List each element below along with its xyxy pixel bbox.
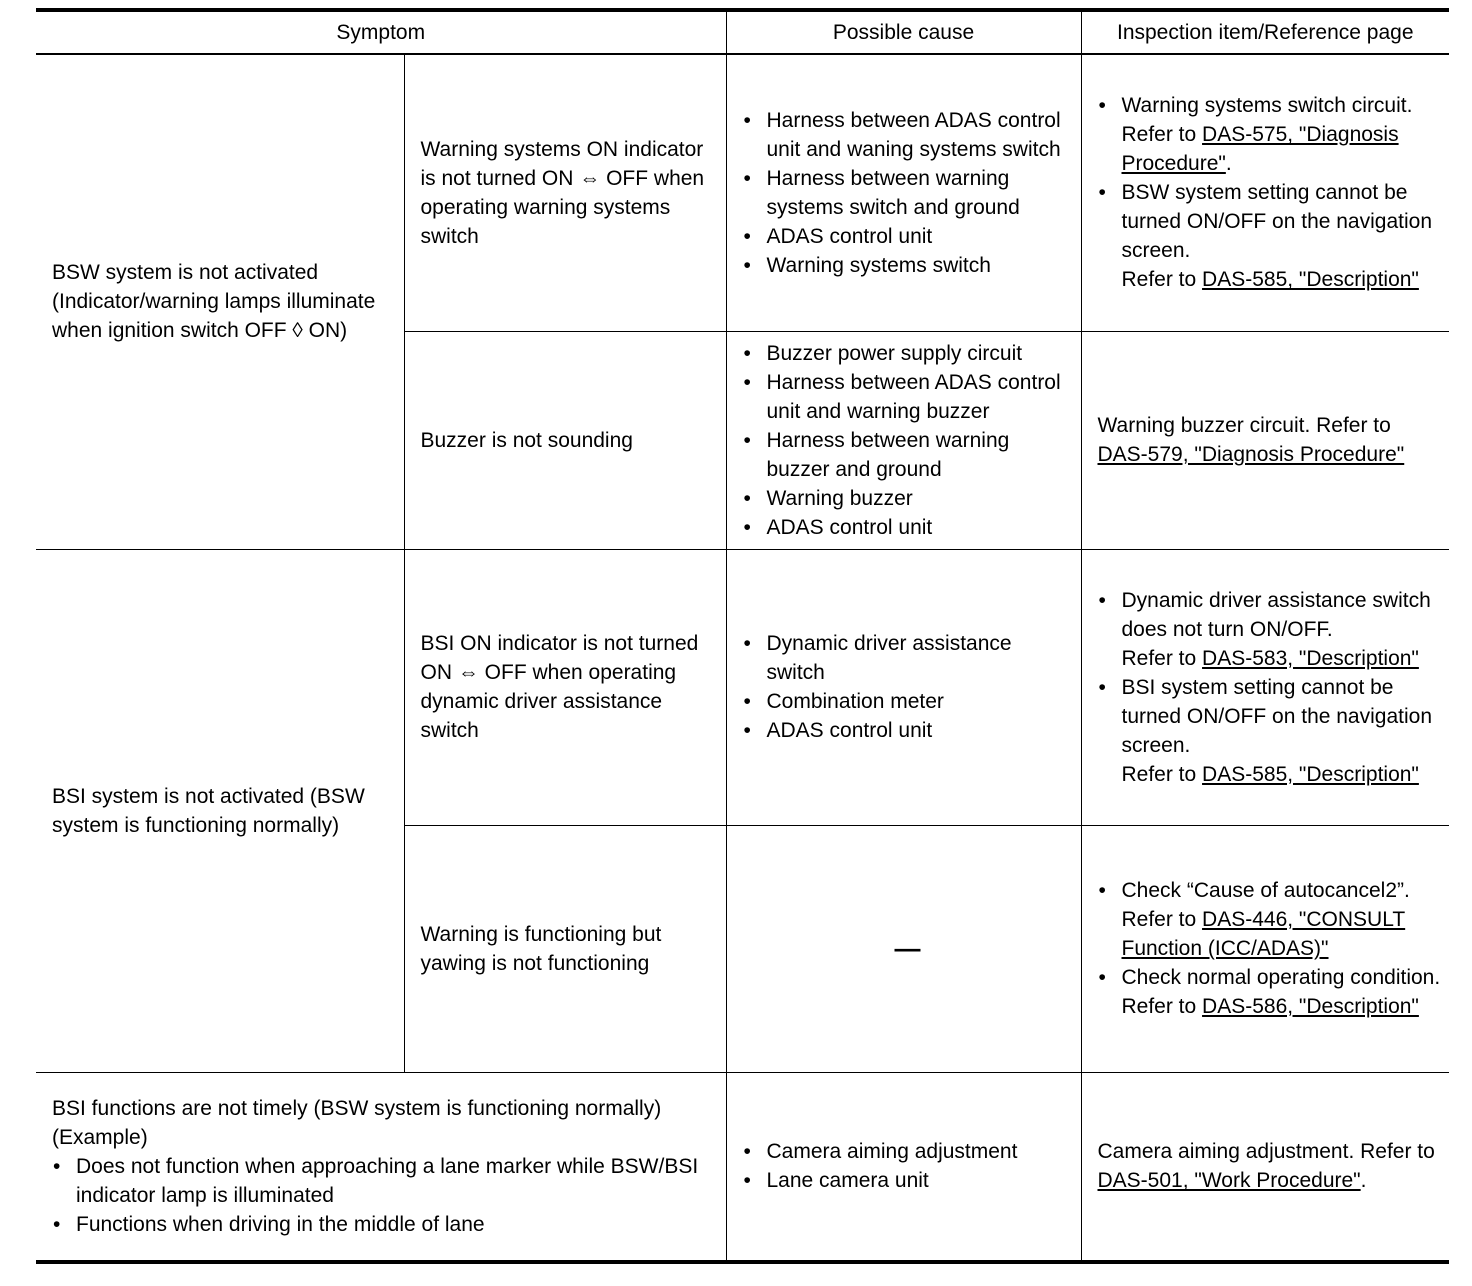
reference-link[interactable]: DAS-583, "Description" [1202,646,1419,670]
reference-link[interactable]: DAS-586, "Description" [1202,995,1419,1018]
reference-link[interactable]: DAS-575, "Diagnosis Procedure" [1121,123,1399,176]
list-item: • BSI system setting cannot be turned ON/OFF on the navigation screen. Refer to DAS-585, "Description" [1098,673,1442,789]
header-inspection: Inspection item/Reference page [1081,10,1449,54]
inspection-list [1081,825,1449,1072]
list-item: • Does not function when approaching a lane marker while BSW/BSI indicator lamp is illuminated [52,1152,718,1210]
list-item: • Harness between ADAS control unit and warning buzzer [743,368,1073,426]
table-row-bsi-timing [36,1072,1449,1262]
inspection-list [1081,54,1449,331]
inspection-text: Warning buzzer circuit. Refer to DAS-579, "Diagnosis Procedure" [1081,331,1449,549]
inspection-list [1081,549,1449,825]
cause-none: — [726,825,1081,1072]
list-item: • BSW system setting cannot be turned ON/OFF on the navigation screen. Refer to DAS-585, "Description" [1098,178,1442,294]
list-item: • Harness between warning systems switch and ground [743,164,1073,222]
list-item: • Warning systems switch circuit. Refer to DAS-575, "Diagnosis Procedure". [1098,91,1442,178]
symptom-bsi: BSI system is not activated (BSW system is functioning normally) [36,549,404,1072]
list-item: • Dynamic driver assistance switch does not turn ON/OFF. Refer to DAS-583, "Description" [1098,586,1442,673]
header-symptom: Symptom [36,10,726,54]
list-item: • Camera aiming adjustment [743,1137,1073,1166]
cause-list [726,549,1081,825]
symptom-bsw: BSW system is not activated (Indicator/warning lamps illuminate when ignition switch OFF ◊ ON) [36,54,404,549]
table-row-bsw-indicator [36,54,1449,331]
list-item: • Warning buzzer [743,484,1073,513]
list-item: • ADAS control unit [743,716,1073,745]
table-row-bsi-indicator [36,549,1449,825]
cause-list [726,331,1081,549]
list-item: • ADAS control unit [743,513,1073,542]
reference-link[interactable]: DAS-579, "Diagnosis Procedure" [1097,443,1405,466]
list-item: • Warning systems switch [743,251,1073,280]
cause-list [726,54,1081,331]
reference-link[interactable]: DAS-446, "CONSULT Function (ICC/ADAS)" [1121,908,1406,960]
list-item: • Buzzer power supply circuit [743,339,1073,368]
list-item: • Check “Cause of autocancel2”. Refer to DAS-446, "CONSULT Function (ICC/ADAS)" [1098,876,1442,963]
symptom-timing: BSI functions are not timely (BSW system is functioning normally) (Example) • Does not function when approaching a lane marker while BSW/BSI indicator lamp is illuminated • Functions when driving in the middle of lane [36,1072,726,1262]
sub-symptom-yawing: Warning is functioning but yawing is not functioning [404,825,726,1072]
sub-symptom-bsi-indicator: BSI ON indicator is not turned ON ⇔ OFF when operating dynamic driver assistance switch [404,549,726,825]
list-item: • Harness between warning buzzer and ground [743,426,1073,484]
reference-link[interactable]: DAS-501, "Work Procedure" [1097,1169,1361,1193]
reference-link[interactable]: DAS-585, "Description" [1202,268,1419,292]
list-item: • Combination meter [743,687,1073,716]
diagnosis-table [36,8,1449,1264]
list-item: • ADAS control unit [743,222,1073,251]
header-possible-cause: Possible cause [726,10,1081,54]
table-header-row [36,10,1449,54]
list-item: • Lane camera unit [743,1166,1073,1195]
reference-link[interactable]: DAS-585, "Description" [1202,762,1419,786]
list-item: • Harness between ADAS control unit and waning systems switch [743,106,1073,164]
list-item: • Check normal operating condition. Refer to DAS-586, "Description" [1098,963,1442,1021]
list-item: • Dynamic driver assistance switch [743,629,1073,687]
sub-symptom-buzzer: Buzzer is not sounding [404,331,726,549]
cause-list [726,1072,1081,1262]
list-item: • Functions when driving in the middle of lane [52,1210,718,1239]
inspection-text: Camera aiming adjustment. Refer to DAS-501, "Work Procedure". [1081,1072,1449,1262]
sub-symptom-warning-indicator: Warning systems ON indicator is not turned ON ⇔ OFF when operating warning systems switch [404,54,726,331]
